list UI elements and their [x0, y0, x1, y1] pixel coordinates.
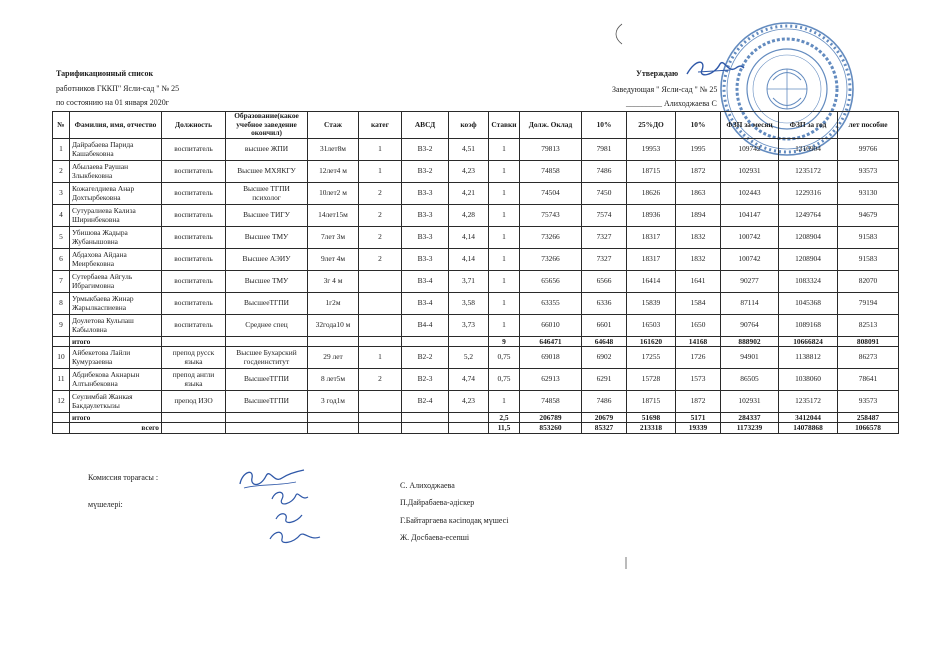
rate: 1 — [489, 271, 520, 293]
fzp-year: 1138812 — [779, 347, 838, 369]
position: препод ИЗО — [162, 391, 226, 413]
col-header: АВСД — [402, 112, 449, 139]
rate: 1 — [489, 139, 520, 161]
col-header: 10% — [676, 112, 721, 139]
education: Высшее Бухарский госдеинститут — [226, 347, 308, 369]
coefficient: 4,14 — [449, 227, 489, 249]
fzp-month: 100742 — [721, 249, 779, 271]
total-p10b: 5171 — [676, 413, 721, 423]
table-row — [53, 183, 899, 205]
bonus-10a: 7450 — [582, 183, 627, 205]
bonus-10b: 1584 — [676, 293, 721, 315]
row-number: 7 — [53, 271, 70, 293]
benefit: 82513 — [838, 315, 899, 337]
salary: 74858 — [520, 391, 582, 413]
fzp-month: 102931 — [721, 161, 779, 183]
experience: 3 год1м — [308, 391, 359, 413]
rate: 1 — [489, 205, 520, 227]
row-number: 5 — [53, 227, 70, 249]
row-number: 12 — [53, 391, 70, 413]
salary: 66010 — [520, 315, 582, 337]
salary: 75743 — [520, 205, 582, 227]
education: ВысшееТГПИ — [226, 391, 308, 413]
col-header: 10% — [582, 112, 627, 139]
total-cell — [308, 337, 359, 347]
coefficient: 4,74 — [449, 369, 489, 391]
education: Высшее АЭИУ — [226, 249, 308, 271]
category: 2 — [359, 249, 402, 271]
bonus-10a: 7574 — [582, 205, 627, 227]
employee-name: Убишова Жадыра Жубанышовна — [70, 227, 162, 249]
total-cell — [308, 413, 359, 423]
category — [359, 271, 402, 293]
member-union: Г.Байтаргаева кәсіподақ мүшесі — [400, 516, 509, 525]
position: воспитатель — [162, 161, 226, 183]
salary: 79813 — [520, 139, 582, 161]
col-header: Должность — [162, 112, 226, 139]
employee-name: Урмыкбаева Жинар Жарылкаспиевна — [70, 293, 162, 315]
approval-label: Утверждаю — [636, 69, 679, 78]
bonus-25: 18715 — [627, 161, 676, 183]
grand-p10a: 85327 — [582, 423, 627, 434]
category: 2 — [359, 227, 402, 249]
salary: 62913 — [520, 369, 582, 391]
category: 1 — [359, 161, 402, 183]
salary: 74858 — [520, 161, 582, 183]
experience: 8 лет5м — [308, 369, 359, 391]
fzp-year: 1235172 — [779, 391, 838, 413]
doc-date: по состоянию на 01 января 2020г — [56, 98, 170, 107]
education: ВысшееТГПИ — [226, 369, 308, 391]
table-body-teachers — [53, 347, 899, 413]
total-cell — [226, 423, 308, 434]
bonus-25: 17255 — [627, 347, 676, 369]
bonus-10b: 1573 — [676, 369, 721, 391]
bonus-10a: 6566 — [582, 271, 627, 293]
bonus-25: 16503 — [627, 315, 676, 337]
benefit: 99766 — [838, 139, 899, 161]
benefit: 94679 — [838, 205, 899, 227]
bonus-25: 15728 — [627, 369, 676, 391]
rate: 1 — [489, 391, 520, 413]
member-accountant: Ж. Досбаева-есепші — [400, 533, 470, 542]
col-header: Стаж — [308, 112, 359, 139]
employee-name: Абылаева Раушан Злыкбековна — [70, 161, 162, 183]
total-p25: 51698 — [627, 413, 676, 423]
employee-name: Сеулимбай Жанкая Бакдаулеткызы — [70, 391, 162, 413]
fzp-year: 1316904 — [779, 139, 838, 161]
total-row — [53, 413, 899, 423]
fzp-year: 1038060 — [779, 369, 838, 391]
position: воспитатель — [162, 271, 226, 293]
fzp-year: 1249764 — [779, 205, 838, 227]
total-cell — [53, 337, 70, 347]
category: 1 — [359, 139, 402, 161]
benefit: 82070 — [838, 271, 899, 293]
fzp-month: 90764 — [721, 315, 779, 337]
row-number: 3 — [53, 183, 70, 205]
table-row — [53, 391, 899, 413]
total-cell — [402, 337, 449, 347]
bonus-25: 15839 — [627, 293, 676, 315]
employee-name: Абдахова Айдана Меирбековна — [70, 249, 162, 271]
total-label: итого — [70, 413, 162, 423]
fzp-month: 90277 — [721, 271, 779, 293]
table-row — [53, 369, 899, 391]
employee-name: Айбекетова Лайли Кумурзаевна — [70, 347, 162, 369]
row-number: 6 — [53, 249, 70, 271]
employee-name: Доулетова Кульпаш Кабыловна — [70, 315, 162, 337]
benefit: 86273 — [838, 347, 899, 369]
bonus-10a: 7486 — [582, 391, 627, 413]
position: воспитатель — [162, 227, 226, 249]
coefficient: 4,23 — [449, 161, 489, 183]
col-header: ФЗП за год — [779, 112, 838, 139]
total-cell — [162, 337, 226, 347]
row-number: 8 — [53, 293, 70, 315]
scan-mark — [622, 556, 630, 570]
col-header: Долж. Оклад — [520, 112, 582, 139]
total-cell — [359, 413, 402, 423]
rate: 1 — [489, 183, 520, 205]
col-header: катег — [359, 112, 402, 139]
avsd-code: В3-3 — [402, 205, 449, 227]
coefficient: 4,23 — [449, 391, 489, 413]
education: высшее ЖПИ — [226, 139, 308, 161]
total-fzp-year: 10666824 — [779, 337, 838, 347]
total-cell — [162, 413, 226, 423]
avsd-code: В2-3 — [402, 369, 449, 391]
benefit: 93573 — [838, 391, 899, 413]
commission-chair-label: Комиссия торағасы : — [88, 473, 159, 482]
approval-name: _________ Алиходжаева С — [626, 99, 717, 108]
rate: 1 — [489, 293, 520, 315]
avsd-code: В3-3 — [402, 183, 449, 205]
col-header: Фамилия, имя, отчество — [70, 112, 162, 139]
total-cell — [402, 423, 449, 434]
bonus-10b: 1894 — [676, 205, 721, 227]
total-label: итого — [70, 337, 162, 347]
fzp-month: 87114 — [721, 293, 779, 315]
col-header: № — [53, 112, 70, 139]
avsd-code: В2-4 — [402, 391, 449, 413]
coefficient: 4,28 — [449, 205, 489, 227]
experience: 1г2м — [308, 293, 359, 315]
education: Высшее ТИГУ — [226, 205, 308, 227]
salary: 74504 — [520, 183, 582, 205]
employee-name: Дайрабаева Парида Кашабековна — [70, 139, 162, 161]
bonus-25: 19953 — [627, 139, 676, 161]
category: 1 — [359, 347, 402, 369]
total-cell — [226, 413, 308, 423]
bonus-10b: 1872 — [676, 161, 721, 183]
commission-members-label: мүшелері: — [88, 500, 123, 509]
total-benefit: 808091 — [838, 337, 899, 347]
grand-benefit: 1066578 — [838, 423, 899, 434]
row-number: 10 — [53, 347, 70, 369]
table-row — [53, 249, 899, 271]
total-cell — [308, 423, 359, 434]
table-row — [53, 315, 899, 337]
bonus-25: 16414 — [627, 271, 676, 293]
experience: 29 лет — [308, 347, 359, 369]
benefit: 93130 — [838, 183, 899, 205]
fzp-month: 102443 — [721, 183, 779, 205]
benefit: 93573 — [838, 161, 899, 183]
total-cell — [449, 337, 489, 347]
avsd-code: В3-3 — [402, 249, 449, 271]
total-fzp-month: 284337 — [721, 413, 779, 423]
education: ВысшееТГПИ — [226, 293, 308, 315]
fzp-year: 1208904 — [779, 227, 838, 249]
avsd-code: В2-2 — [402, 347, 449, 369]
total-cell — [226, 337, 308, 347]
experience: 7лет 3м — [308, 227, 359, 249]
grand-total-row — [53, 423, 899, 434]
table-totals-final — [53, 413, 899, 434]
bonus-10b: 1832 — [676, 227, 721, 249]
table-row — [53, 293, 899, 315]
total-benefit: 258487 — [838, 413, 899, 423]
bonus-10b: 1872 — [676, 391, 721, 413]
position: воспитатель — [162, 315, 226, 337]
fzp-month: 109742 — [721, 139, 779, 161]
category — [359, 315, 402, 337]
salary: 73266 — [520, 227, 582, 249]
position: препод русск языка — [162, 347, 226, 369]
experience: 9лет 4м — [308, 249, 359, 271]
fzp-month: 102931 — [721, 391, 779, 413]
row-number: 2 — [53, 161, 70, 183]
total-cell — [359, 423, 402, 434]
bonus-10b: 1726 — [676, 347, 721, 369]
coefficient: 4,51 — [449, 139, 489, 161]
doc-subtitle: работников ГККП" Ясли-сад " № 25 — [56, 84, 180, 93]
salary: 73266 — [520, 249, 582, 271]
position: воспитатель — [162, 139, 226, 161]
fzp-year: 1045368 — [779, 293, 838, 315]
table-header-row — [53, 112, 899, 139]
experience: 14лет15м — [308, 205, 359, 227]
category: 2 — [359, 369, 402, 391]
total-cell — [162, 423, 226, 434]
col-header: 25%ДО — [627, 112, 676, 139]
bonus-10b: 1995 — [676, 139, 721, 161]
avsd-code: В3-4 — [402, 293, 449, 315]
education: Высшее ТГПИ психолог — [226, 183, 308, 205]
coefficient: 3,58 — [449, 293, 489, 315]
education: Высшее ТМУ — [226, 271, 308, 293]
position: воспитатель — [162, 183, 226, 205]
fzp-month: 104147 — [721, 205, 779, 227]
bonus-25: 18317 — [627, 249, 676, 271]
rate: 1 — [489, 227, 520, 249]
experience: 32года10 м — [308, 315, 359, 337]
total-p10a: 64648 — [582, 337, 627, 347]
scan-mark — [612, 22, 624, 46]
total-cell — [53, 423, 70, 434]
bonus-10a: 7486 — [582, 161, 627, 183]
salary: 63355 — [520, 293, 582, 315]
avsd-code: В3-2 — [402, 139, 449, 161]
experience: 31лет8м — [308, 139, 359, 161]
avsd-code: В3-4 — [402, 271, 449, 293]
position: воспитатель — [162, 249, 226, 271]
position: препод англи языка — [162, 369, 226, 391]
table-row — [53, 161, 899, 183]
category: 2 — [359, 183, 402, 205]
row-number: 1 — [53, 139, 70, 161]
salary: 65656 — [520, 271, 582, 293]
bonus-10b: 1832 — [676, 249, 721, 271]
doc-title: Тарификационный список — [56, 69, 154, 78]
approval-signature — [684, 56, 746, 82]
avsd-code: В3-2 — [402, 161, 449, 183]
coefficient: 5,2 — [449, 347, 489, 369]
employee-name: Абдибекова Акнарын Алтынбековна — [70, 369, 162, 391]
col-header: Ставки — [489, 112, 520, 139]
position: воспитатель — [162, 293, 226, 315]
total-p10b: 14168 — [676, 337, 721, 347]
employee-name: Сутуралиева Кализа Ширинбековна — [70, 205, 162, 227]
total-p25: 161620 — [627, 337, 676, 347]
bonus-25: 18715 — [627, 391, 676, 413]
fzp-month: 86505 — [721, 369, 779, 391]
total-cell — [53, 413, 70, 423]
total-cell — [449, 423, 489, 434]
table-row — [53, 139, 899, 161]
col-header: Образование(какое учебное заведение окончил) — [226, 112, 308, 139]
table-body-educators — [53, 139, 899, 337]
bonus-25: 18936 — [627, 205, 676, 227]
row-number: 11 — [53, 369, 70, 391]
member-methodist: П.Дайрабаева-әдіскер — [400, 498, 475, 507]
bonus-10b: 1641 — [676, 271, 721, 293]
bonus-10b: 1650 — [676, 315, 721, 337]
fzp-year: 1089168 — [779, 315, 838, 337]
grand-p10b: 19339 — [676, 423, 721, 434]
rate: 1 — [489, 161, 520, 183]
fzp-month: 94901 — [721, 347, 779, 369]
benefit: 91583 — [838, 227, 899, 249]
category — [359, 391, 402, 413]
total-fzp-year: 3412044 — [779, 413, 838, 423]
member-signatures — [262, 485, 328, 551]
category — [359, 293, 402, 315]
total-rate: 2,5 — [489, 413, 520, 423]
bonus-10a: 7327 — [582, 227, 627, 249]
col-header: коэф — [449, 112, 489, 139]
bonus-10b: 1863 — [676, 183, 721, 205]
avsd-code: В4-4 — [402, 315, 449, 337]
bonus-25: 18317 — [627, 227, 676, 249]
table-row — [53, 347, 899, 369]
salary: 69018 — [520, 347, 582, 369]
chair-name: С. Алиходжаева — [400, 481, 455, 490]
experience: 12лет4 м — [308, 161, 359, 183]
total-fzp-month: 888902 — [721, 337, 779, 347]
bonus-10a: 7981 — [582, 139, 627, 161]
coefficient: 3,71 — [449, 271, 489, 293]
approval-head: Заведующая " Ясли-сад " № 25 — [612, 85, 718, 94]
bonus-10a: 6601 — [582, 315, 627, 337]
fzp-month: 100742 — [721, 227, 779, 249]
grand-fzp-month: 1173239 — [721, 423, 779, 434]
total-salary: 206789 — [520, 413, 582, 423]
total-cell — [402, 413, 449, 423]
bonus-10a: 7327 — [582, 249, 627, 271]
avsd-code: В3-3 — [402, 227, 449, 249]
rate: 1 — [489, 249, 520, 271]
education: Среднее спец — [226, 315, 308, 337]
table-total-educators — [53, 337, 899, 347]
col-header: ФЗП за месяц — [721, 112, 779, 139]
col-header: лет пособие — [838, 112, 899, 139]
fzp-year: 1083324 — [779, 271, 838, 293]
position: воспитатель — [162, 205, 226, 227]
table-row — [53, 205, 899, 227]
total-p10a: 20679 — [582, 413, 627, 423]
benefit: 79194 — [838, 293, 899, 315]
bonus-10a: 6336 — [582, 293, 627, 315]
bonus-10a: 6902 — [582, 347, 627, 369]
benefit: 91583 — [838, 249, 899, 271]
row-number: 4 — [53, 205, 70, 227]
bonus-25: 18626 — [627, 183, 676, 205]
bonus-10a: 6291 — [582, 369, 627, 391]
tariff-table — [52, 111, 899, 434]
benefit: 78641 — [838, 369, 899, 391]
experience: 10лет2 м — [308, 183, 359, 205]
employee-name: Сутербаева Айгуль Ибрагимовна — [70, 271, 162, 293]
total-cell — [359, 337, 402, 347]
grand-salary: 853260 — [520, 423, 582, 434]
table-row — [53, 227, 899, 249]
education: Высшее ТМУ — [226, 227, 308, 249]
fzp-year: 1235172 — [779, 161, 838, 183]
coefficient: 3,73 — [449, 315, 489, 337]
coefficient: 4,21 — [449, 183, 489, 205]
category: 2 — [359, 205, 402, 227]
total-row — [53, 337, 899, 347]
fzp-year: 1229316 — [779, 183, 838, 205]
employee-name: Кожагелдиева Анар Дохтырбековна — [70, 183, 162, 205]
grand-total-label: всего — [70, 423, 162, 434]
grand-fzp-year: 14078868 — [779, 423, 838, 434]
rate: 0,75 — [489, 347, 520, 369]
fzp-year: 1208904 — [779, 249, 838, 271]
row-number: 9 — [53, 315, 70, 337]
total-cell — [449, 413, 489, 423]
table-row — [53, 271, 899, 293]
total-rate: 9 — [489, 337, 520, 347]
rate: 1 — [489, 315, 520, 337]
education: Высшее МХЯКГУ — [226, 161, 308, 183]
coefficient: 4,14 — [449, 249, 489, 271]
grand-rate: 11,5 — [489, 423, 520, 434]
total-salary: 646471 — [520, 337, 582, 347]
experience: 3г 4 м — [308, 271, 359, 293]
rate: 0,75 — [489, 369, 520, 391]
grand-p25: 213318 — [627, 423, 676, 434]
